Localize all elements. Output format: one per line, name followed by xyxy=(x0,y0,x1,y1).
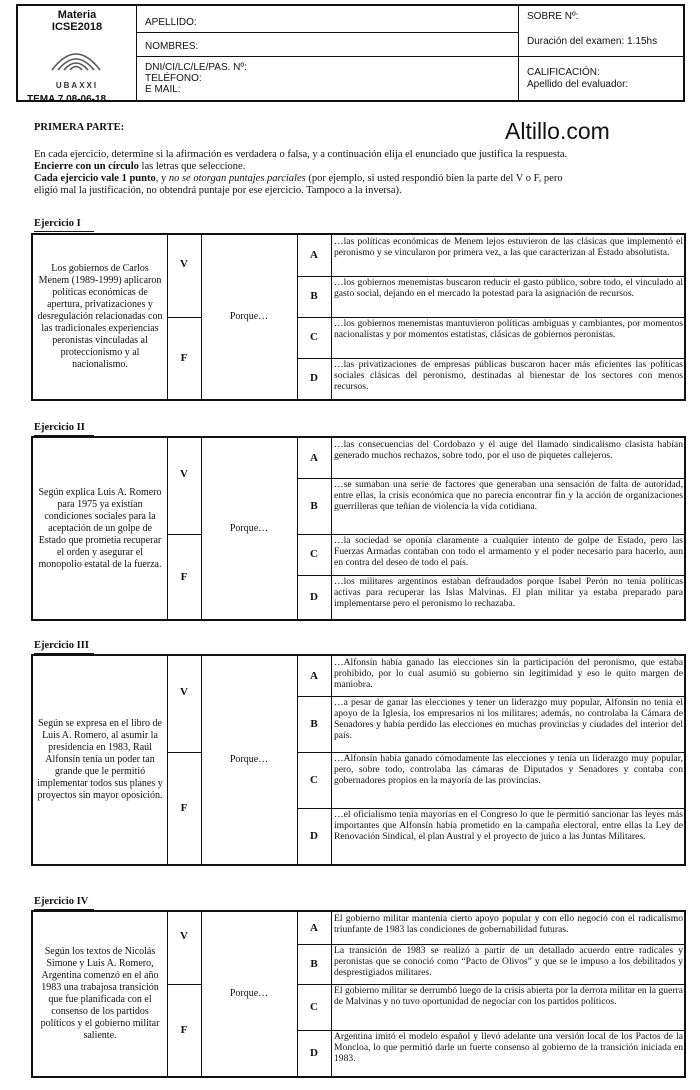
option-text: …las consecuencias del Cordobazo y el auge del llamado sindicalismo clasista habían generado muchos rechazos, sobre todo, por el uso de piquetes callejeros. xyxy=(334,439,683,461)
exercise-statement: Según los textos de Nicolás Simone y Luis A. Romero, Argentina comenzó en el año 1983 una trabajosa transición que fue planificada con el consenso de los partidos políticos y el gobierno militar saliente. xyxy=(40,946,160,1041)
exercise-statement: Según se expresa en el libro de Luis A. Romero, al asumir la presidencia en 1983, Raúl Alfonsín tenía un poder tan grande que le permitió implementar todos sus planes y proyectos sin mayor oposición. xyxy=(37,718,163,801)
ubaxxi-logo-icon xyxy=(44,44,108,72)
exercise-table xyxy=(31,436,686,621)
option-letter-a[interactable]: A xyxy=(310,922,318,934)
false-option[interactable]: F xyxy=(180,1024,188,1036)
exercise-title: Ejercicio II xyxy=(34,422,85,433)
contact-fields xyxy=(140,60,252,98)
vf-divider xyxy=(167,534,201,535)
materia-label: Materia xyxy=(57,9,97,21)
email-field-label: E MAIL: xyxy=(145,84,181,95)
watermark: Altillo.com xyxy=(505,118,610,144)
option-letter-c[interactable]: C xyxy=(310,1001,318,1013)
calificacion-block xyxy=(522,64,633,94)
duracion-label: Duración del examen: 1.15hs xyxy=(527,36,658,47)
option-letter-b[interactable]: B xyxy=(310,290,318,302)
option-letter-d[interactable]: D xyxy=(310,591,318,603)
instruction-points: Cada ejercicio vale 1 punto xyxy=(34,173,156,184)
option-text: …los gobiernos menemistas mantuvieron políticas ambiguas y cambiantes, por momentos nacionalistas y por momentos estatistas, clásicas de gobiernos peronistas. xyxy=(334,318,683,340)
instruction-line-3 xyxy=(34,173,674,185)
false-option[interactable]: F xyxy=(180,352,188,364)
porque-label: Porque… xyxy=(229,311,269,322)
option-letter-d[interactable]: D xyxy=(310,830,318,842)
option-letter-b[interactable]: B xyxy=(310,958,318,970)
porque-label: Porque… xyxy=(229,522,269,534)
option-letter-a[interactable]: A xyxy=(310,452,318,464)
option-letter-a[interactable]: A xyxy=(310,249,318,261)
calificacion-label: CALIFICACIÓN: xyxy=(527,67,600,78)
false-option[interactable]: F xyxy=(180,570,188,583)
vf-divider xyxy=(167,752,201,753)
exercise-title-underline xyxy=(34,231,94,232)
instruction-line-2 xyxy=(34,161,674,173)
telefono-field-label: TELÉFONO: xyxy=(145,73,202,84)
vf-divider xyxy=(167,317,201,318)
option-letter-a[interactable]: A xyxy=(310,670,318,682)
option-letter-d[interactable]: D xyxy=(310,1047,318,1059)
instruction-line-4: eligió mal la justificación, no obtendrá puntaje por ese ejercicio. Tampoco a la inversa). xyxy=(34,185,402,196)
option-letter-c[interactable]: C xyxy=(310,774,318,786)
option-letter-c[interactable]: C xyxy=(310,331,318,343)
sobre-field-label: SOBRE Nº: xyxy=(527,11,579,22)
option-letter-d[interactable]: D xyxy=(310,372,318,384)
instructions xyxy=(34,149,674,197)
option-letter-b[interactable]: B xyxy=(310,718,318,730)
porque-label: Porque… xyxy=(229,988,269,999)
exercise-table xyxy=(31,910,686,1078)
instruction-emphasis: Encierre con un círculo xyxy=(34,161,139,172)
true-option[interactable]: V xyxy=(180,686,188,698)
nombres-field-label: NOMBRES: xyxy=(145,41,199,52)
option-text: …Alfonsín había ganado las elecciones sin la participación del peronismo, que estaba prohibido, por lo cual asumió su gobierno sin legitimidad y eso le quito margen de maniobra. xyxy=(334,657,683,690)
section-title: PRIMERA PARTE: xyxy=(34,122,125,133)
option-text: …los gobiernos menemistas buscaron reducir el gasto público, sobre todo, el vinculado al gasto social, dejando en el mercado la potestad para la asignación de recursos. xyxy=(334,277,683,299)
true-option[interactable]: V xyxy=(180,468,188,480)
exercise-title: Ejercicio III xyxy=(34,640,89,651)
option-text: …se sumaban una serie de factores que generaban una sensación de falta de autoridad, entre ellas, la crisis económica que no parecía encontrar fin y la acción de organizaciones guerrilleras que teñían de violencia la vida cotidiana. xyxy=(334,479,683,512)
option-text: …a pesar de ganar las elecciones y tener un liderazgo muy popular, Alfonsín no tenía el apoyo de la Iglesia, los empresarios ni los militares; además, no controlaba la Cámara de Senadores y había perdido las elecciones en muchas provincias y ciudades del interior del país. xyxy=(334,697,683,741)
vf-divider xyxy=(167,984,201,985)
instruction-text: , y xyxy=(155,173,169,184)
option-text: …el oficialismo tenía mayorías en el Congreso lo que le permitió sancionar las leyes más importantes que Alfonsín había prometido en la campaña electoral, entre ellas la Ley de Renovación Sindical, el plan Austral y el proyecto de juico a las Juntas Militares. xyxy=(334,809,683,842)
option-text: …los militares argentinos estaban defraudados porque Isabel Perón no tenía políticas activas para recuperar las Islas Malvinas. El plan militar ya estaba preparado para implementarse pero el peronismo lo rechazaba. xyxy=(334,576,683,609)
option-letter-c[interactable]: C xyxy=(310,548,318,560)
exercise-title: Ejercicio I xyxy=(34,218,81,229)
option-text: …Alfonsín había ganado cómodamente las elecciones y tenía un liderazgo muy popular, pero, sobre todo, controlaba las cámaras de Diputados y Senadores y contaba con gobernadores propios en la mayoría de las provincias. xyxy=(334,753,683,786)
exercise-statement: Los gobiernos de Carlos Menem (1989-1999) aplicaron políticas económicas de apertura, privatizaciones y desregulación relacionadas con las tradicionales experiencias peronistas vinculadas al proteccionismo y al nacionalismo. xyxy=(37,263,163,370)
exercise-statement: Según explica Luis A. Romero para 1975 ya existían condiciones sociales para la aceptación de un golpe de Estado que prometía recuperar el orden y asegurar el monopolio estatal de la fuerza. xyxy=(38,486,162,570)
option-letter-b[interactable]: B xyxy=(310,500,318,512)
instruction-text: (por ejemplo, si usted respondió bien la parte del V o F, pero xyxy=(305,173,563,184)
option-text: El gobierno militar se derrumbó luego de la crisis abierta por la derrota militar en la guerra de Malvinas y no tuvo oportunidad de negociar con los partidos políticos. xyxy=(334,985,683,1007)
porque-label: Porque… xyxy=(229,754,269,765)
option-text: Argentina imitó el modelo español y llevó adelante una versión local de los Pactos de la Moncloa, lo que permitió darle un fuerte consenso al gobierno de la transición iniciada en 1983. xyxy=(334,1031,683,1064)
tema-label: TEMA 7 08-06-18 xyxy=(27,94,107,105)
true-option[interactable]: V xyxy=(180,258,188,270)
table-divider xyxy=(167,438,168,619)
apellido-field-label: APELLIDO: xyxy=(145,17,197,28)
option-text: …las políticas económicas de Menem lejos estuvieron de las clásicas que implementó el peronismo y se vincularon por primera vez, a las que caracterizan al Estado absolutista. xyxy=(334,236,683,258)
instruction-line-1: En cada ejercicio, determine si la afirmación es verdadera o falsa, y a continuación elija el enunciado que justifica la respuesta. xyxy=(34,149,568,160)
instruction-italic: no se otorgan puntajes parciales xyxy=(168,173,306,184)
option-text: …la sociedad se oponía claramente a cualquier intento de golpe de Estado, pero las Fuerzas Armadas contaban con todo el armamento y el poder necesario para hacerlo, aun en contra del deseo de todo el país. xyxy=(334,535,683,568)
logo-text: UBAXXI xyxy=(55,81,99,90)
materia-code: ICSE2018 xyxy=(51,21,103,33)
evaluador-label: Apellido del evaluador: xyxy=(527,79,629,90)
exercise-title: Ejercicio IV xyxy=(34,896,89,907)
option-text: La transición de 1983 se realizó a partir de un detallado acuerdo entre radicales y peronistas que se conoció como “Pacto de Olivos” y que se le impuso a los debilitados y desprestigiados militares. xyxy=(334,945,683,978)
materia-block xyxy=(18,6,136,36)
option-text: …las privatizaciones de empresas públicas buscaron hacer más eficientes las políticas sociales clásicas del peronismo, destinadas al bienestar de los sectores con menos recursos. xyxy=(334,359,683,392)
option-text: El gobierno militar mantenía cierto apoyo popular y con ello negoció con el radicalismo triunfante de 1983 las condiciones de gobernabilidad futuras. xyxy=(334,913,683,935)
false-option[interactable]: F xyxy=(180,802,188,814)
instruction-text: las letras que seleccione. xyxy=(138,161,246,172)
dni-field-label: DNI/CI/LC/LE/PAS. Nº: xyxy=(145,62,247,73)
exercise-table xyxy=(31,654,686,866)
exam-header xyxy=(16,4,685,105)
exercise-table xyxy=(31,233,686,401)
true-option[interactable]: V xyxy=(180,930,188,942)
